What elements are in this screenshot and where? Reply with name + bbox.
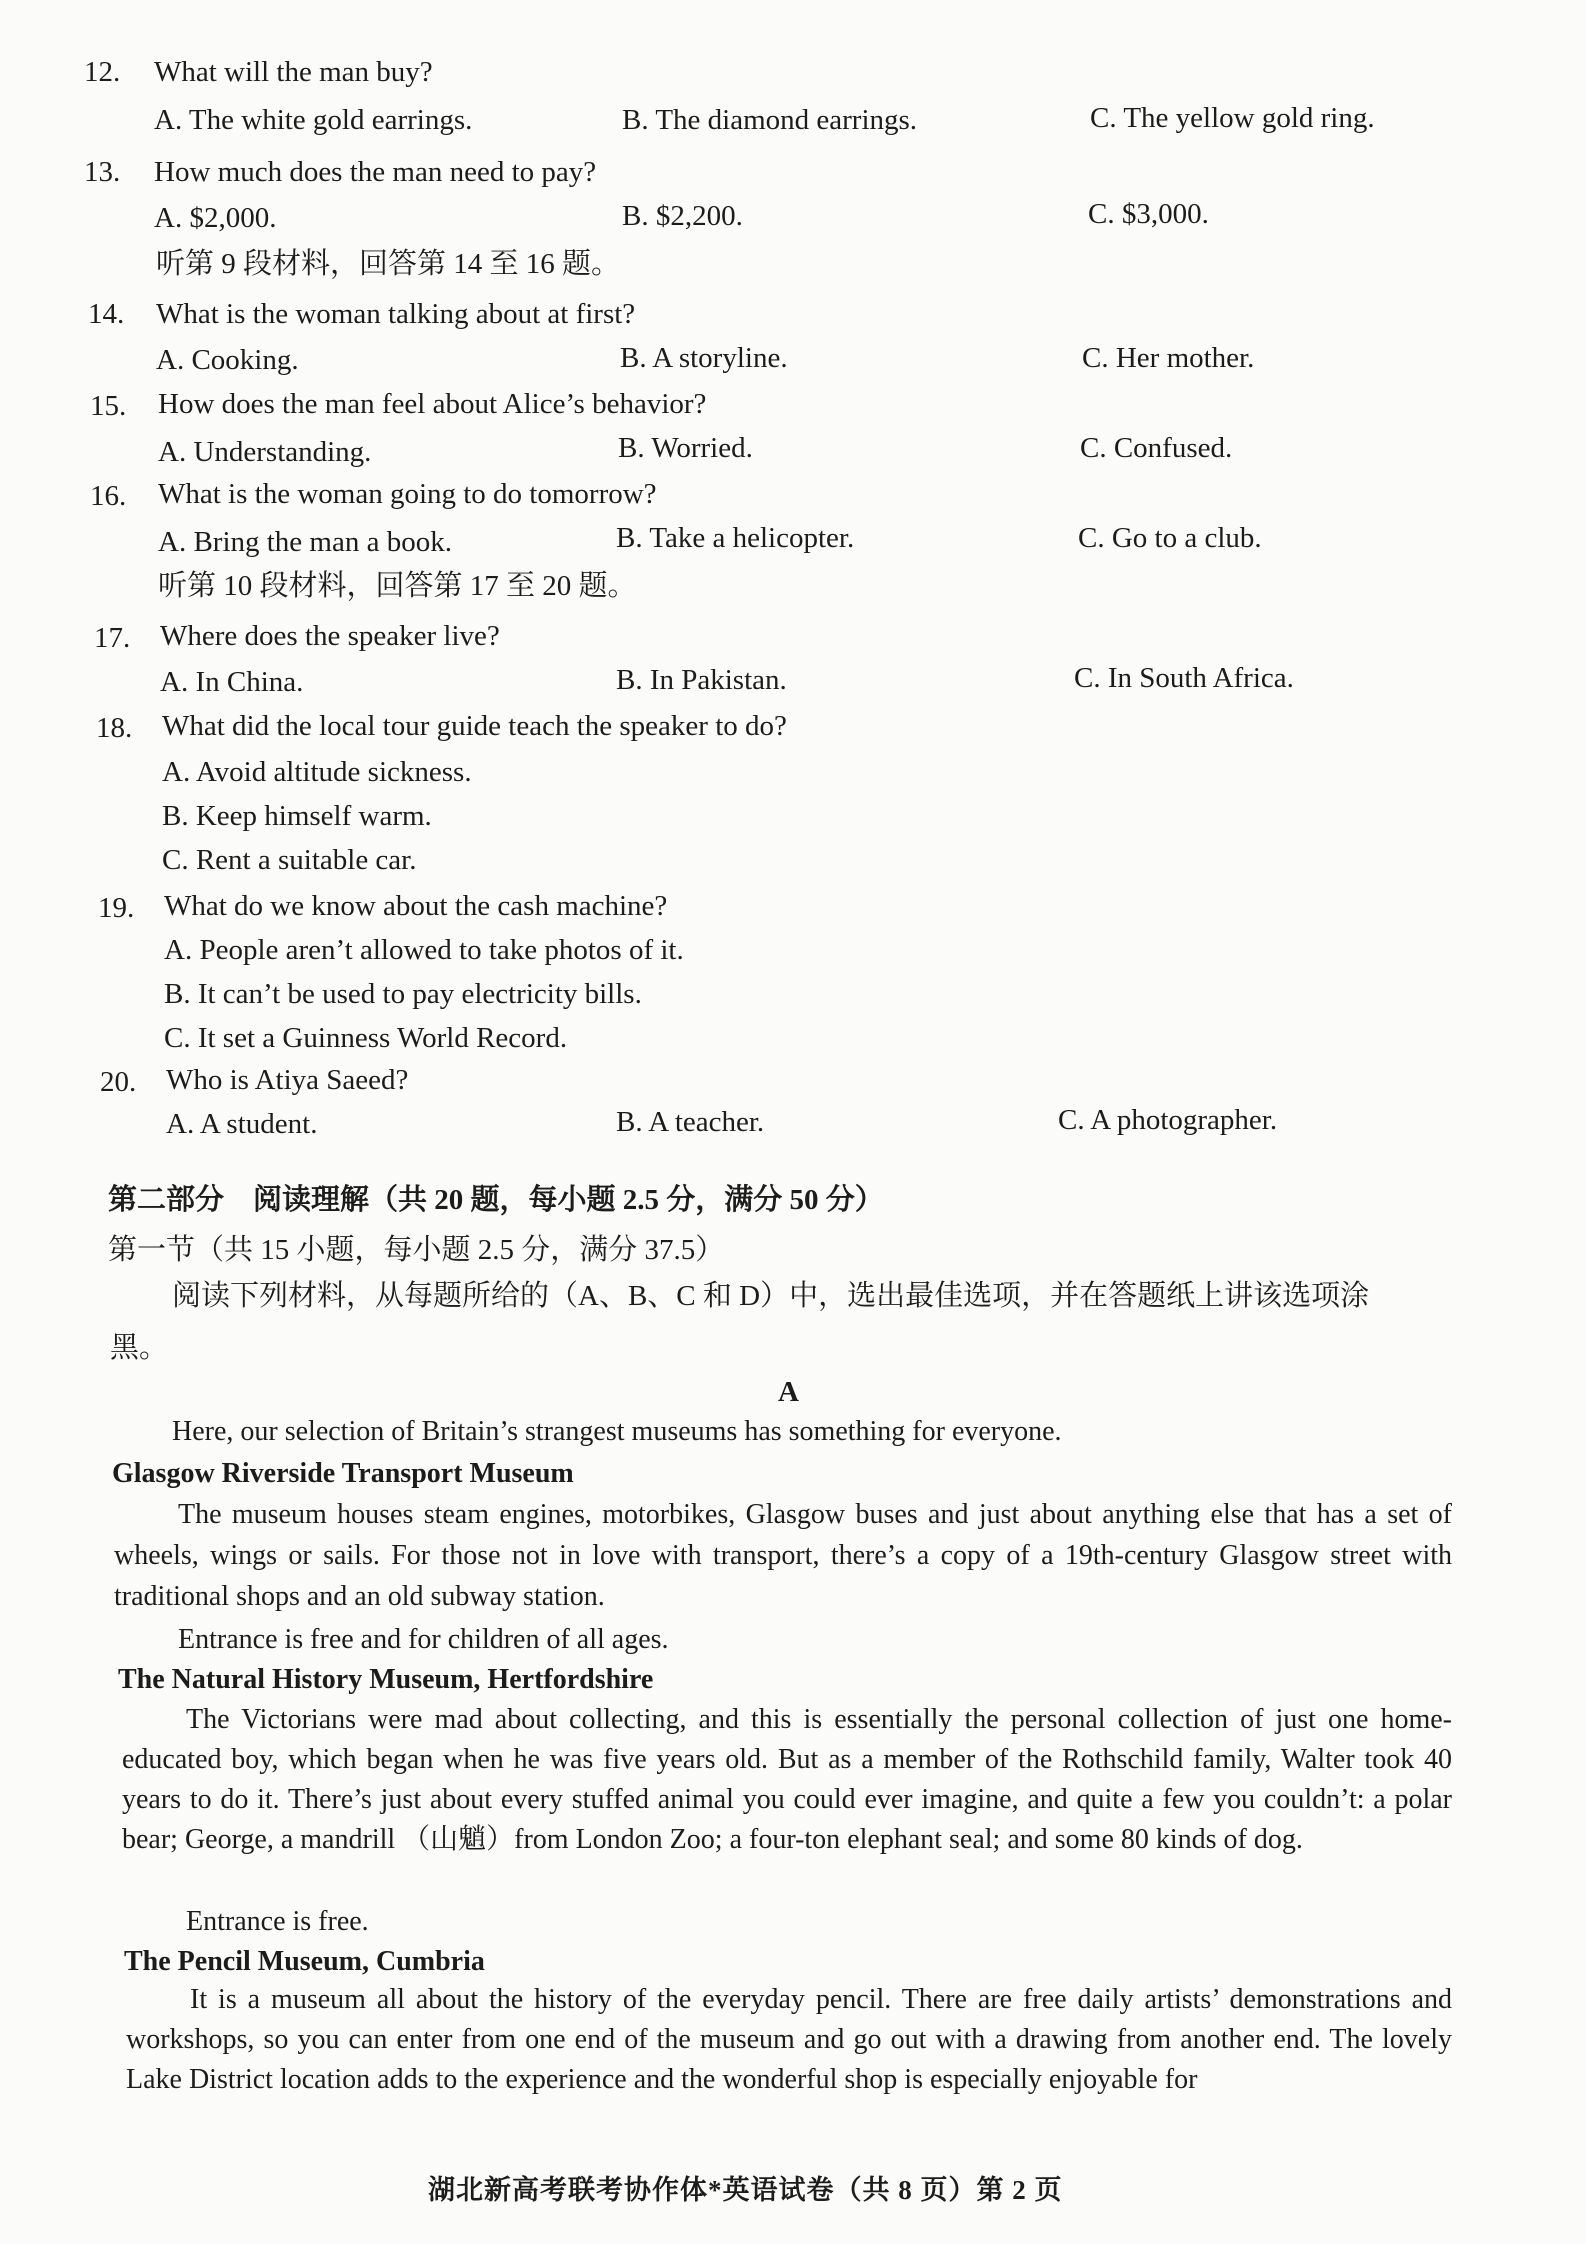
museum-heading: The Pencil Museum, Cumbria bbox=[124, 1946, 485, 1977]
passage-label: A bbox=[778, 1376, 799, 1408]
museum-heading: The Natural History Museum, Hertfordshire bbox=[118, 1664, 654, 1695]
option-c: C. Go to a club. bbox=[1078, 522, 1262, 554]
question-number: 13. bbox=[84, 156, 121, 188]
question-text: What did the local tour guide teach the speaker to do? bbox=[162, 710, 787, 742]
question-text: Who is Atiya Saeed? bbox=[166, 1064, 409, 1096]
question-text: What is the woman going to do tomorrow? bbox=[158, 478, 657, 510]
subsection-title: 第一节（共 15 小题，每小题 2.5 分，满分 37.5） bbox=[108, 1234, 725, 1266]
option-c: C. In South Africa. bbox=[1074, 662, 1294, 694]
museum-description bbox=[126, 1980, 1452, 2100]
option-a: A. Avoid altitude sickness. bbox=[162, 756, 472, 788]
directions-cont: 黑。 bbox=[110, 1332, 169, 1364]
section-title: 第二部分 阅读理解（共 20 题，每小题 2.5 分，满分 50 分） bbox=[108, 1184, 884, 1216]
museum-heading: Glasgow Riverside Transport Museum bbox=[112, 1458, 574, 1489]
directions: 阅读下列材料，从每题所给的（A、B、C 和 D）中，选出最佳选项，并在答题纸上讲该选项涂 bbox=[172, 1280, 1370, 1312]
option-b: B. $2,200. bbox=[622, 200, 743, 232]
museum-text: The Victorians were mad about collecting, and this is essentially the personal collection of just one home-educated boy, which began when he was five years old. But as a member of the Rothschild family, Walter took 40 years to do it. There’s just about every stuffed animal you could ever imagine, and quite a few you couldn’t: a polar bear; George, a mandrill （山魈）from London Zoo; a four-ton elephant seal; and some 80 kinds of dog. bbox=[122, 1704, 1452, 1855]
museum-text: The museum houses steam engines, motorbikes, Glasgow buses and just about anything else that has a set of wheels, wings or sails. For those not in love with transport, there’s a copy of a 19th-century Glasgow street with traditional shops and an old subway station. bbox=[114, 1499, 1452, 1612]
page-footer: 湖北新高考联考协作体*英语试卷（共 8 页）第 2 页 bbox=[428, 2175, 1063, 2205]
option-b: B. In Pakistan. bbox=[616, 664, 787, 696]
question-text: Where does the speaker live? bbox=[160, 620, 500, 652]
question-number: 16. bbox=[90, 480, 127, 512]
question-text: How much does the man need to pay? bbox=[154, 156, 597, 188]
option-c: C. The yellow gold ring. bbox=[1090, 102, 1375, 134]
option-b: B. Keep himself warm. bbox=[162, 800, 432, 832]
museum-description bbox=[122, 1700, 1452, 1860]
question-number: 17. bbox=[94, 622, 131, 654]
museum-entrance: Entrance is free and for children of all ages. bbox=[178, 1624, 669, 1655]
option-b: B. Take a helicopter. bbox=[616, 522, 855, 554]
question-number: 15. bbox=[90, 390, 127, 422]
option-c: C. $3,000. bbox=[1088, 198, 1209, 230]
option-b: B. It can’t be used to pay electricity bills. bbox=[164, 978, 642, 1010]
listening-instruction: 听第 9 段材料，回答第 14 至 16 题。 bbox=[156, 248, 621, 280]
museum-text: It is a museum all about the history of the everyday pencil. There are free daily artists’ demonstrations and workshops, so you can enter from one end of the museum and go out with a drawing from another end. The lovely Lake District location adds to the experience and the wonderful shop is especially enjoyable for bbox=[126, 1984, 1452, 2095]
question-number: 20. bbox=[100, 1066, 137, 1098]
option-a: A. Cooking. bbox=[156, 344, 299, 376]
option-a: A. In China. bbox=[160, 666, 304, 698]
passage-intro: Here, our selection of Britain’s strangest museums has something for everyone. bbox=[172, 1416, 1062, 1447]
listening-instruction: 听第 10 段材料，回答第 17 至 20 题。 bbox=[158, 570, 637, 602]
option-a: A. The white gold earrings. bbox=[154, 104, 473, 136]
question-text: What is the woman talking about at first? bbox=[156, 298, 636, 330]
option-a: A. People aren’t allowed to take photos of it. bbox=[164, 934, 684, 966]
option-a: A. Understanding. bbox=[158, 436, 372, 468]
option-a: A. A student. bbox=[166, 1108, 318, 1140]
option-c: C. Her mother. bbox=[1082, 342, 1255, 374]
option-c: C. Confused. bbox=[1080, 432, 1233, 464]
option-c: C. A photographer. bbox=[1058, 1104, 1278, 1136]
museum-description bbox=[114, 1494, 1452, 1617]
option-b: B. The diamond earrings. bbox=[622, 104, 918, 136]
question-number: 12. bbox=[84, 56, 121, 88]
option-b: B. Worried. bbox=[618, 432, 753, 464]
question-text: How does the man feel about Alice’s behavior? bbox=[158, 388, 707, 420]
question-number: 18. bbox=[96, 712, 133, 744]
option-c: C. It set a Guinness World Record. bbox=[164, 1022, 568, 1054]
question-number: 19. bbox=[98, 892, 135, 924]
option-b: B. A storyline. bbox=[620, 342, 788, 374]
option-a: A. Bring the man a book. bbox=[158, 526, 452, 558]
question-text: What will the man buy? bbox=[154, 56, 433, 88]
option-a: A. $2,000. bbox=[154, 202, 277, 234]
question-number: 14. bbox=[88, 298, 125, 330]
museum-entrance: Entrance is free. bbox=[186, 1906, 369, 1937]
option-c: C. Rent a suitable car. bbox=[162, 844, 417, 876]
option-b: B. A teacher. bbox=[616, 1106, 765, 1138]
question-text: What do we know about the cash machine? bbox=[164, 890, 668, 922]
